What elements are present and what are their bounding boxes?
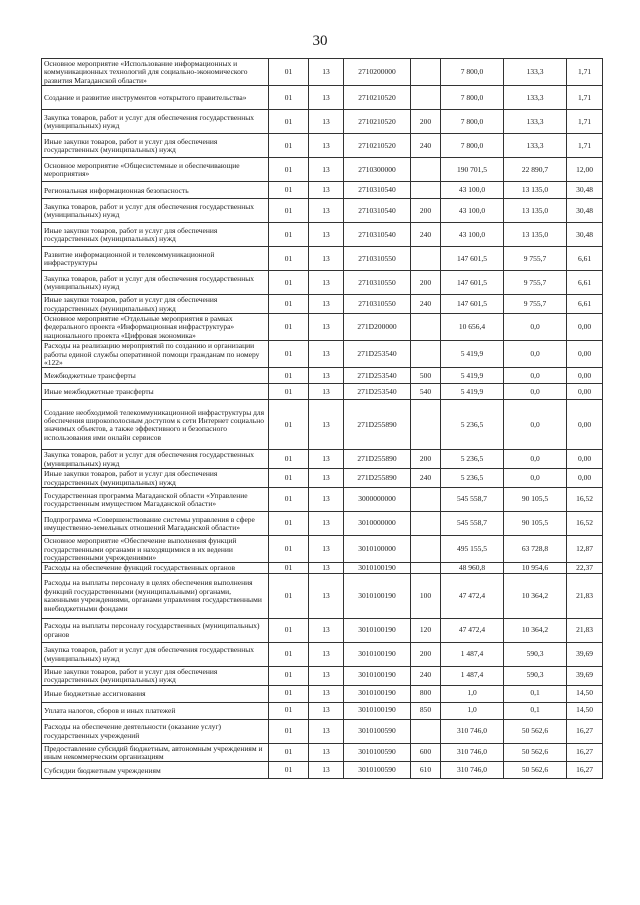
table-row: [42, 743, 603, 762]
cell-razdel: 13: [309, 666, 344, 685]
cell-plan: 47 472,4: [441, 618, 504, 642]
cell-ved: 01: [269, 110, 309, 134]
cell-name: Подпрограмма «Совершенствование системы управления в сфере имущественно-земельных отношений Магаданской области»: [42, 512, 269, 536]
cell-ved: 01: [269, 488, 309, 512]
cell-percent: 16,52: [567, 512, 603, 536]
table-row: [42, 450, 603, 469]
cell-razdel: 13: [309, 134, 344, 158]
cell-executed: 13 135,0: [504, 199, 567, 223]
cell-vr: [411, 86, 441, 110]
table-row: [42, 110, 603, 134]
cell-ved: 01: [269, 86, 309, 110]
cell-csr: 271D253540: [344, 368, 411, 384]
cell-executed: 9 755,7: [504, 247, 567, 271]
cell-vr: 240: [411, 469, 441, 488]
table-row: [42, 271, 603, 295]
table-row: [42, 59, 603, 86]
cell-ved: 01: [269, 719, 309, 743]
cell-plan: 5 419,9: [441, 368, 504, 384]
cell-executed: 0,0: [504, 450, 567, 469]
cell-csr: 3010100190: [344, 642, 411, 666]
cell-ved: 01: [269, 199, 309, 223]
cell-name: Закупка товаров, работ и услуг для обеспечения государственных (муниципальных) нужд: [42, 199, 269, 223]
cell-razdel: 13: [309, 536, 344, 563]
cell-name: Иные закупки товаров, работ и услуг для обеспечения государственных (муниципальных) нужд: [42, 469, 269, 488]
cell-percent: 1,71: [567, 134, 603, 158]
cell-vr: [411, 488, 441, 512]
cell-percent: 0,00: [567, 450, 603, 469]
cell-plan: 7 800,0: [441, 59, 504, 86]
cell-ved: 01: [269, 158, 309, 182]
table-row: [42, 400, 603, 450]
cell-name: Основное мероприятие «Обеспечение выполнения функций государственными органами и находящимися в их ведении государственными учреждениями»: [42, 536, 269, 563]
cell-csr: 2710210520: [344, 134, 411, 158]
cell-plan: 147 601,5: [441, 271, 504, 295]
cell-executed: 9 755,7: [504, 271, 567, 295]
cell-ved: 01: [269, 618, 309, 642]
cell-csr: 2710210520: [344, 110, 411, 134]
cell-vr: [411, 536, 441, 563]
cell-percent: 16,27: [567, 762, 603, 779]
cell-name: Основное мероприятие «Отдельные мероприятия в рамках федерального проекта «Информационная инфраструктура» национального проекта «Цифровая экономика»: [42, 314, 269, 341]
cell-plan: 43 100,0: [441, 199, 504, 223]
cell-executed: 0,1: [504, 702, 567, 719]
cell-ved: 01: [269, 368, 309, 384]
cell-razdel: 13: [309, 384, 344, 400]
cell-csr: 271D253540: [344, 341, 411, 368]
cell-ved: 01: [269, 702, 309, 719]
cell-name: Основное мероприятие «Общесистемные и обеспечивающие мероприятия»: [42, 158, 269, 182]
cell-plan: 48 960,8: [441, 563, 504, 573]
cell-vr: 100: [411, 573, 441, 618]
cell-percent: 22,37: [567, 563, 603, 573]
cell-percent: 6,61: [567, 295, 603, 314]
cell-executed: 590,3: [504, 666, 567, 685]
cell-name: Уплата налогов, сборов и иных платежей: [42, 702, 269, 719]
cell-percent: 0,00: [567, 368, 603, 384]
cell-executed: 0,0: [504, 384, 567, 400]
cell-csr: 3010100190: [344, 563, 411, 573]
cell-name: Закупка товаров, работ и услуг для обеспечения государственных (муниципальных) нужд: [42, 271, 269, 295]
table-row: [42, 314, 603, 341]
cell-ved: 01: [269, 341, 309, 368]
cell-percent: 21,83: [567, 573, 603, 618]
cell-executed: 133,3: [504, 59, 567, 86]
cell-name: Субсидии бюджетным учреждениям: [42, 762, 269, 779]
table-row: [42, 368, 603, 384]
cell-csr: 271D255890: [344, 400, 411, 450]
cell-name: Иные закупки товаров, работ и услуг для обеспечения государственных (муниципальных) нужд: [42, 666, 269, 685]
cell-executed: 0,0: [504, 368, 567, 384]
cell-percent: 21,83: [567, 618, 603, 642]
cell-name: Расходы на реализацию мероприятий по созданию и организации работы единой службы оперативной помощи гражданам по номеру «122»: [42, 341, 269, 368]
cell-plan: 545 558,7: [441, 512, 504, 536]
cell-razdel: 13: [309, 702, 344, 719]
cell-vr: 120: [411, 618, 441, 642]
cell-name: Основное мероприятие «Использование информационных и коммуникационных технологий для социально-экономического развития Магаданской области»: [42, 59, 269, 86]
cell-csr: 2710310550: [344, 271, 411, 295]
cell-razdel: 13: [309, 158, 344, 182]
cell-csr: 2710310540: [344, 199, 411, 223]
cell-plan: 5 236,5: [441, 469, 504, 488]
cell-ved: 01: [269, 134, 309, 158]
table-row: [42, 512, 603, 536]
cell-percent: 0,00: [567, 400, 603, 450]
cell-executed: 50 562,6: [504, 743, 567, 762]
cell-executed: 13 135,0: [504, 223, 567, 247]
cell-vr: 540: [411, 384, 441, 400]
cell-razdel: 13: [309, 182, 344, 199]
cell-ved: 01: [269, 563, 309, 573]
cell-executed: 0,0: [504, 469, 567, 488]
cell-name: Расходы на выплаты персоналу государственных (муниципальных) органов: [42, 618, 269, 642]
table-row: [42, 223, 603, 247]
cell-percent: 30,48: [567, 223, 603, 247]
cell-vr: 600: [411, 743, 441, 762]
cell-razdel: 13: [309, 400, 344, 450]
table-row: [42, 488, 603, 512]
cell-percent: 16,52: [567, 488, 603, 512]
cell-vr: [411, 158, 441, 182]
cell-razdel: 13: [309, 314, 344, 341]
table-row: [42, 563, 603, 573]
cell-vr: [411, 719, 441, 743]
cell-csr: 2710300000: [344, 158, 411, 182]
cell-percent: 6,61: [567, 247, 603, 271]
table-row: [42, 199, 603, 223]
cell-vr: 500: [411, 368, 441, 384]
cell-razdel: 13: [309, 86, 344, 110]
cell-csr: 2710310550: [344, 247, 411, 271]
cell-plan: 545 558,7: [441, 488, 504, 512]
table-row: [42, 295, 603, 314]
cell-plan: 43 100,0: [441, 182, 504, 199]
cell-name: Государственная программа Магаданской области «Управление государственным имуществом Магаданской области»: [42, 488, 269, 512]
cell-executed: 13 135,0: [504, 182, 567, 199]
cell-vr: 240: [411, 666, 441, 685]
cell-csr: 271D255890: [344, 469, 411, 488]
cell-csr: 3010100190: [344, 685, 411, 702]
table-row: [42, 341, 603, 368]
cell-ved: 01: [269, 223, 309, 247]
cell-razdel: 13: [309, 762, 344, 779]
cell-csr: 271D200000: [344, 314, 411, 341]
cell-name: Иные межбюджетные трансферты: [42, 384, 269, 400]
cell-csr: 3010000000: [344, 512, 411, 536]
cell-csr: 2710310550: [344, 295, 411, 314]
table-row: [42, 247, 603, 271]
cell-executed: 9 755,7: [504, 295, 567, 314]
cell-plan: 5 419,9: [441, 341, 504, 368]
cell-executed: 10 364,2: [504, 573, 567, 618]
cell-razdel: 13: [309, 247, 344, 271]
cell-name: Иные закупки товаров, работ и услуг для обеспечения государственных (муниципальных) нужд: [42, 134, 269, 158]
table-row: [42, 536, 603, 563]
table-row: [42, 685, 603, 702]
cell-vr: [411, 59, 441, 86]
cell-percent: 0,00: [567, 341, 603, 368]
cell-percent: 12,87: [567, 536, 603, 563]
cell-ved: 01: [269, 450, 309, 469]
page-number: 30: [312, 33, 328, 49]
table-row: [42, 666, 603, 685]
cell-percent: 14,50: [567, 685, 603, 702]
cell-razdel: 13: [309, 719, 344, 743]
cell-name: Создание и развитие инструментов «открытого правительства»: [42, 86, 269, 110]
cell-vr: 200: [411, 199, 441, 223]
cell-razdel: 13: [309, 512, 344, 536]
cell-executed: 90 105,5: [504, 488, 567, 512]
cell-vr: [411, 314, 441, 341]
cell-percent: 6,61: [567, 271, 603, 295]
cell-executed: 63 728,8: [504, 536, 567, 563]
cell-percent: 0,00: [567, 384, 603, 400]
cell-ved: 01: [269, 314, 309, 341]
cell-executed: 10 364,2: [504, 618, 567, 642]
cell-csr: 3010100190: [344, 618, 411, 642]
table-row: [42, 182, 603, 199]
cell-vr: 240: [411, 223, 441, 247]
cell-ved: 01: [269, 247, 309, 271]
cell-ved: 01: [269, 469, 309, 488]
cell-percent: 30,48: [567, 182, 603, 199]
cell-executed: 10 954,6: [504, 563, 567, 573]
cell-executed: 50 562,6: [504, 719, 567, 743]
cell-ved: 01: [269, 743, 309, 762]
cell-ved: 01: [269, 762, 309, 779]
cell-razdel: 13: [309, 618, 344, 642]
cell-razdel: 13: [309, 642, 344, 666]
cell-csr: 3010100000: [344, 536, 411, 563]
cell-vr: 200: [411, 110, 441, 134]
cell-csr: 3010100190: [344, 702, 411, 719]
cell-plan: 1,0: [441, 702, 504, 719]
cell-plan: 1 487,4: [441, 666, 504, 685]
cell-vr: 610: [411, 762, 441, 779]
cell-razdel: 13: [309, 199, 344, 223]
cell-csr: 271D253540: [344, 384, 411, 400]
table-body: [42, 59, 603, 779]
cell-vr: 800: [411, 685, 441, 702]
cell-percent: 30,48: [567, 199, 603, 223]
budget-table: [41, 58, 603, 779]
cell-razdel: 13: [309, 563, 344, 573]
cell-plan: 147 601,5: [441, 295, 504, 314]
cell-vr: [411, 182, 441, 199]
cell-name: Иные закупки товаров, работ и услуг для обеспечения государственных (муниципальных) нужд: [42, 223, 269, 247]
cell-name: Иные закупки товаров, работ и услуг для обеспечения государственных (муниципальных) нужд: [42, 295, 269, 314]
cell-name: Закупка товаров, работ и услуг для обеспечения государственных (муниципальных) нужд: [42, 642, 269, 666]
cell-plan: 7 800,0: [441, 86, 504, 110]
cell-percent: 0,00: [567, 469, 603, 488]
cell-plan: 1,0: [441, 685, 504, 702]
cell-plan: 47 472,4: [441, 573, 504, 618]
cell-csr: 2710310540: [344, 223, 411, 247]
cell-name: Межбюджетные трансферты: [42, 368, 269, 384]
cell-plan: 310 746,0: [441, 762, 504, 779]
cell-plan: 190 701,5: [441, 158, 504, 182]
cell-name: Закупка товаров, работ и услуг для обеспечения государственных (муниципальных) нужд: [42, 110, 269, 134]
cell-plan: 43 100,0: [441, 223, 504, 247]
cell-executed: 133,3: [504, 86, 567, 110]
cell-razdel: 13: [309, 573, 344, 618]
cell-percent: 12,00: [567, 158, 603, 182]
cell-ved: 01: [269, 666, 309, 685]
cell-executed: 0,0: [504, 314, 567, 341]
table-row: [42, 573, 603, 618]
cell-executed: 590,3: [504, 642, 567, 666]
cell-name: Развитие информационной и телекоммуникационной инфраструктуры: [42, 247, 269, 271]
cell-razdel: 13: [309, 488, 344, 512]
table-row: [42, 642, 603, 666]
cell-executed: 22 890,7: [504, 158, 567, 182]
table-row: [42, 702, 603, 719]
cell-vr: [411, 341, 441, 368]
cell-percent: 16,27: [567, 719, 603, 743]
cell-vr: 240: [411, 134, 441, 158]
cell-razdel: 13: [309, 368, 344, 384]
cell-vr: [411, 247, 441, 271]
cell-name: Закупка товаров, работ и услуг для обеспечения государственных (муниципальных) нужд: [42, 450, 269, 469]
cell-csr: 271D255890: [344, 450, 411, 469]
cell-csr: 2710200000: [344, 59, 411, 86]
cell-ved: 01: [269, 271, 309, 295]
cell-ved: 01: [269, 512, 309, 536]
cell-razdel: 13: [309, 223, 344, 247]
cell-executed: 133,3: [504, 134, 567, 158]
cell-ved: 01: [269, 400, 309, 450]
cell-percent: 1,71: [567, 110, 603, 134]
cell-csr: 3010100190: [344, 666, 411, 685]
cell-ved: 01: [269, 536, 309, 563]
table-row: [42, 384, 603, 400]
cell-plan: 147 601,5: [441, 247, 504, 271]
cell-razdel: 13: [309, 469, 344, 488]
cell-ved: 01: [269, 59, 309, 86]
cell-name: Предоставление субсидий бюджетным, автономным учреждениям и иным некоммерческим организациям: [42, 743, 269, 762]
cell-name: Создание необходимой телекоммуникационной инфраструктуры для обеспечения широкополосным доступом к сети Интернет социально значимых объектов, а также эффективного и безопасного использования ими онлайн сервисов: [42, 400, 269, 450]
cell-plan: 495 155,5: [441, 536, 504, 563]
cell-plan: 310 746,0: [441, 743, 504, 762]
cell-name: Региональная информационная безопасность: [42, 182, 269, 199]
cell-executed: 133,3: [504, 110, 567, 134]
table-row: [42, 158, 603, 182]
cell-executed: 0,1: [504, 685, 567, 702]
cell-executed: 50 562,6: [504, 762, 567, 779]
cell-plan: 310 746,0: [441, 719, 504, 743]
cell-percent: 1,71: [567, 59, 603, 86]
cell-percent: 14,50: [567, 702, 603, 719]
cell-csr: 3010100190: [344, 573, 411, 618]
cell-executed: 0,0: [504, 400, 567, 450]
cell-plan: 7 800,0: [441, 134, 504, 158]
cell-ved: 01: [269, 384, 309, 400]
cell-razdel: 13: [309, 450, 344, 469]
cell-name: Расходы на обеспечение деятельности (оказание услуг) государственных учреждений: [42, 719, 269, 743]
cell-vr: [411, 400, 441, 450]
table-row: [42, 762, 603, 779]
cell-csr: 3010100590: [344, 743, 411, 762]
cell-plan: 1 487,4: [441, 642, 504, 666]
cell-percent: 39,69: [567, 642, 603, 666]
cell-ved: 01: [269, 573, 309, 618]
cell-ved: 01: [269, 642, 309, 666]
cell-csr: 3010100590: [344, 719, 411, 743]
cell-ved: 01: [269, 182, 309, 199]
cell-percent: 1,71: [567, 86, 603, 110]
cell-plan: 7 800,0: [441, 110, 504, 134]
cell-razdel: 13: [309, 110, 344, 134]
cell-vr: 850: [411, 702, 441, 719]
cell-vr: [411, 563, 441, 573]
table-row: [42, 719, 603, 743]
cell-executed: 90 105,5: [504, 512, 567, 536]
table-row: [42, 134, 603, 158]
cell-ved: 01: [269, 295, 309, 314]
cell-vr: 200: [411, 642, 441, 666]
cell-ved: 01: [269, 685, 309, 702]
cell-plan: 5 419,9: [441, 384, 504, 400]
cell-vr: 200: [411, 271, 441, 295]
cell-csr: 2710310540: [344, 182, 411, 199]
cell-csr: 3000000000: [344, 488, 411, 512]
cell-name: Расходы на выплаты персоналу в целях обеспечения выполнения функций государственными (муниципальными) органами, казенными учреждениями, органами управления государственными внебюджетными фондами: [42, 573, 269, 618]
cell-percent: 16,27: [567, 743, 603, 762]
cell-plan: 5 236,5: [441, 450, 504, 469]
cell-percent: 39,69: [567, 666, 603, 685]
cell-plan: 10 656,4: [441, 314, 504, 341]
cell-plan: 5 236,5: [441, 400, 504, 450]
cell-vr: [411, 512, 441, 536]
table-row: [42, 86, 603, 110]
cell-razdel: 13: [309, 743, 344, 762]
cell-name: Расходы на обеспечение функций государственных органов: [42, 563, 269, 573]
cell-csr: 2710210520: [344, 86, 411, 110]
cell-razdel: 13: [309, 295, 344, 314]
table-row: [42, 618, 603, 642]
cell-vr: 240: [411, 295, 441, 314]
cell-razdel: 13: [309, 271, 344, 295]
cell-vr: 200: [411, 450, 441, 469]
cell-razdel: 13: [309, 341, 344, 368]
cell-razdel: 13: [309, 59, 344, 86]
cell-razdel: 13: [309, 685, 344, 702]
table-row: [42, 469, 603, 488]
cell-csr: 3010100590: [344, 762, 411, 779]
cell-executed: 0,0: [504, 341, 567, 368]
cell-name: Иные бюджетные ассигнования: [42, 685, 269, 702]
cell-percent: 0,00: [567, 314, 603, 341]
